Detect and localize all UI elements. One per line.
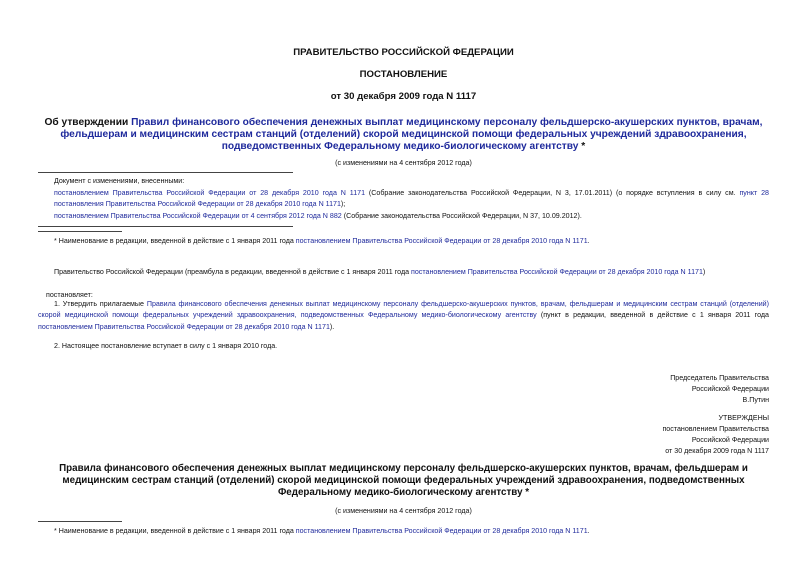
amendment-link-882[interactable]: постановлением Правительства Российской Федерации от 4 сентября 2012 года N 882 xyxy=(54,211,342,220)
approval-block xyxy=(662,413,769,457)
signature-block xyxy=(670,373,769,406)
signature-name: В.Путин xyxy=(742,396,769,404)
approval-line: от 30 декабря 2009 года N 1117 xyxy=(665,447,769,455)
document-date-number: от 30 декабря 2009 года N 1117 xyxy=(330,91,477,102)
amendment-text: (Собрание законодательства Российской Федерации, N 37, 10.09.2012). xyxy=(341,211,582,220)
amendment-link-1171[interactable]: постановлением Правительства Российской Федерации от 28 декабря 2010 года N 1171 xyxy=(54,188,366,197)
footnote-end: . xyxy=(587,527,590,535)
divider xyxy=(38,226,293,227)
amendment-link-item28[interactable]: пункт 28 постановления Правительства Российской Федерации от 28 декабря 2010 года N 1171 xyxy=(54,188,769,208)
rules-link[interactable]: Правил финансового обеспечения денежных выплат медицинскому персоналу фельдшерско-акушерских пунктов, врачам, фельдшерам и медицинским сестрам станций (отделений) скорой медицинской помощи федеральных учреждений здравоохранения, подведомственных Федеральному медико-биологическому агентству xyxy=(60,117,763,152)
footnote-text: * Наименование в редакции, введенной в действие с 1 января 2011 года xyxy=(54,527,296,535)
item-1 xyxy=(38,299,769,333)
revision-note: (с изменениями на 4 сентября 2012 года) xyxy=(335,159,472,167)
signature-position: Председатель Правительства xyxy=(670,374,769,382)
approval-line: постановлением Правительства xyxy=(662,425,769,433)
resolves-word: постановляет: xyxy=(46,291,93,299)
title-footnote-mark: * xyxy=(578,141,586,152)
document-type-heading: ПОСТАНОВЛЕНИЕ xyxy=(359,69,448,80)
preamble-end: ) xyxy=(702,268,706,276)
approval-heading: УТВЕРЖДЕНЫ xyxy=(718,414,769,422)
amendment-text: (Собрание законодательства Российской Федерации, N 3, 17.01.2011) (о порядке вступления в силу см. xyxy=(365,188,740,197)
footnote-2 xyxy=(54,527,784,536)
item-1-amend-link[interactable]: постановлением Правительства Российской Федерации от 28 декабря 2010 года N 1171 xyxy=(38,322,330,331)
item-1-rules-link[interactable]: Правила финансового обеспечения денежных выплат медицинскому персоналу фельдшерско-акушерских пунктов, врачам, фельдшерам и медицинским сестрам станций (отделений) скорой медицинской помощи федеральных учреждений здравоохранения, подведомственных Федеральному медико-биологическому агентству xyxy=(38,300,769,320)
footnote-text: * Наименование в редакции, введенной в действие с 1 января 2011 года xyxy=(54,237,296,245)
footnote-link[interactable]: постановлением Правительства Российской Федерации от 28 декабря 2010 года N 1171 xyxy=(295,237,588,245)
footnote-divider xyxy=(38,521,122,522)
divider xyxy=(38,172,293,173)
title-prefix: Об утверждении xyxy=(44,117,132,128)
signature-country: Российской Федерации xyxy=(691,385,769,393)
footnote xyxy=(54,237,784,246)
preamble-link[interactable]: постановлением Правительства Российской Федерации от 28 декабря 2010 года N 1171 xyxy=(411,268,703,276)
amendments-intro: Документ с изменениями, внесенными: xyxy=(54,177,185,185)
item-1-end: ). xyxy=(329,322,335,331)
amendments-block xyxy=(54,176,769,222)
item-2: 2. Настоящее постановление вступает в силу с 1 января 2010 года. xyxy=(54,342,278,350)
item-1-text: 1. Утвердить прилагаемые xyxy=(54,300,147,308)
item-1-text2: (пункт в редакции, введенной в действие с 1 января 2011 года xyxy=(536,311,769,320)
rules-title: Правила финансового обеспечения денежных выплат медицинскому персоналу фельдшерско-акушерских пунктов, врачам, фельдшерам и медицинским сестрам станций (отделений) скорой медицинской помощи федеральных учреждений здравоохранения, подведомственных Федеральному медико-биологическому агентству * xyxy=(59,463,748,498)
footnote-end: . xyxy=(587,237,590,245)
document-title xyxy=(30,117,777,153)
amendment-item xyxy=(54,211,769,223)
revision-note-2: (с изменениями на 4 сентября 2012 года) xyxy=(335,507,472,515)
footnote-link[interactable]: постановлением Правительства Российской Федерации от 28 декабря 2010 года N 1171 xyxy=(295,527,588,535)
preamble-text: Правительство Российской Федерации (преамбула в редакции, введенной в действие с 1 января 2011 года xyxy=(54,268,412,276)
amendment-end: ); xyxy=(340,200,346,208)
preamble xyxy=(54,268,784,277)
government-heading: ПРАВИТЕЛЬСТВО РОССИЙСКОЙ ФЕДЕРАЦИИ xyxy=(293,47,514,58)
footnote-divider xyxy=(38,231,122,232)
approval-line: Российской Федерации xyxy=(691,436,769,444)
amendment-item xyxy=(54,188,769,211)
